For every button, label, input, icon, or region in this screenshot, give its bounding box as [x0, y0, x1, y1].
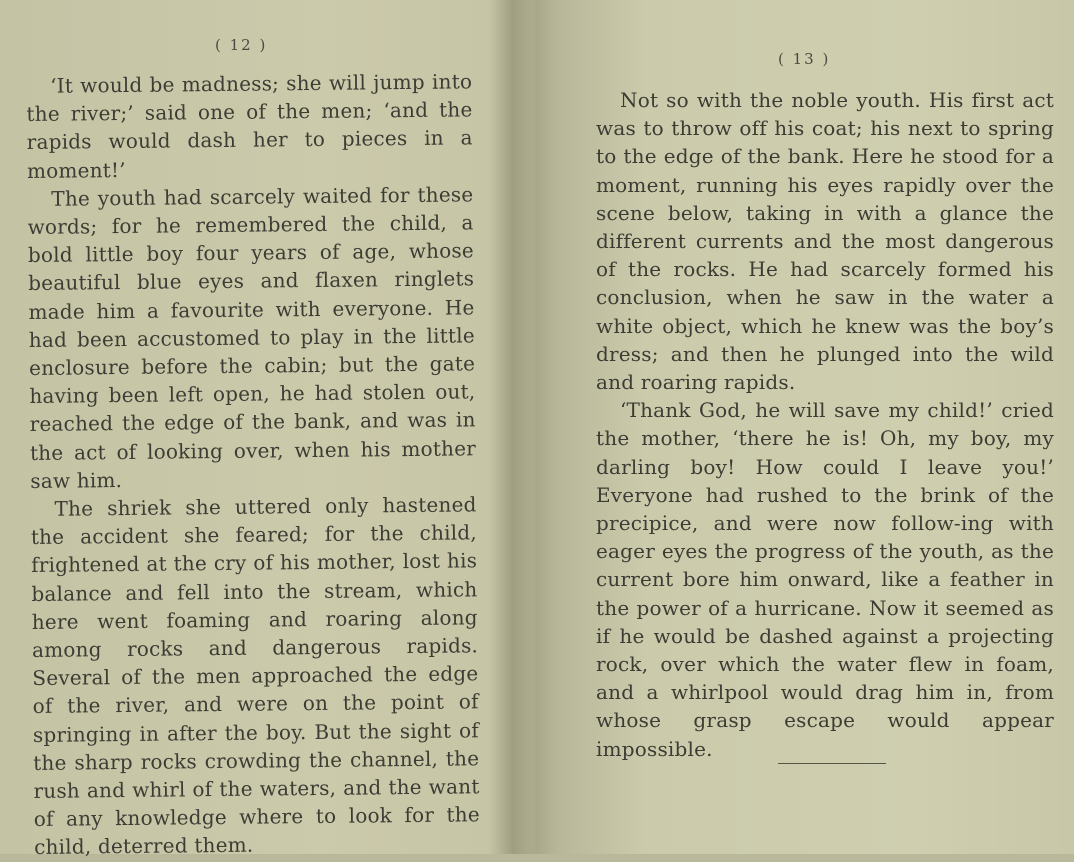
paragraph: Not so with the noble youth. His first act was to throw off his coat; his next to spring to the edge of the bank. Here he stood for a moment, running his eyes rapidly over the scene below, taking in with a glance the different currents and the most dangerous of the rocks. He had scarcely formed his conclusion, when he saw in the water a white object, which he knew was the boy’s dress; and then he plunged into the wild and roaring rapids.: [596, 88, 1054, 395]
book-gutter: [488, 0, 534, 854]
left-page-text: [26, 67, 480, 861]
paragraph: ‘Thank God, he will save my child!’ cried the mother, ‘there he is! Oh, my boy, my darling boy! How could I leave you!’ Everyone had rushed to the brink of the precipice, and were now follow-ing with eager eyes the progress of the youth, as the current bore him onward, like a feather in the power of a hurricane. Now it seemed as if he would be dashed against a projecting rock, over which the water flew in foam, and a whirlpool would drag him in, from whose grasp escape would appear impossible.: [596, 398, 1054, 761]
paragraph: The shriek she uttered only hastened the accident she feared; for the child, frightened at the cry of his mother, lost his balance and fell into the stream, which here went foaming and roaring along among rocks and dangerous rapids. Several of the men approached the edge of the river, and were on the point of springing in after the boy. But the sight of the sharp rocks crowding the channel, the rush and whirl of the waters, and the want of any knowledge where to look for the child, deterred them.: [30, 492, 480, 860]
left-page: [0, 0, 500, 860]
right-page: [530, 0, 1074, 854]
page-number-left: ( 12 ): [215, 36, 268, 54]
paragraph: ‘It would be madness; she will jump into the river;’ said one of the men; ‘and the rapids would dash her to pieces in a moment!’: [26, 69, 473, 183]
page-number-right: ( 13 ): [778, 50, 831, 68]
right-page-text: [596, 86, 1054, 763]
paragraph: The youth had scarcely waited for these words; for he remembered the child, a bold little boy four years of age, whose beautiful blue eyes and flaxen ringlets made him a favourite with everyone. He had been accustomed to play in the little enclosure before the cabin; but the gate having been left open, he had stolen out, reached the edge of the bank, and was in the act of looking over, when his mother saw him.: [27, 182, 477, 493]
section-end-rule: [778, 763, 886, 764]
